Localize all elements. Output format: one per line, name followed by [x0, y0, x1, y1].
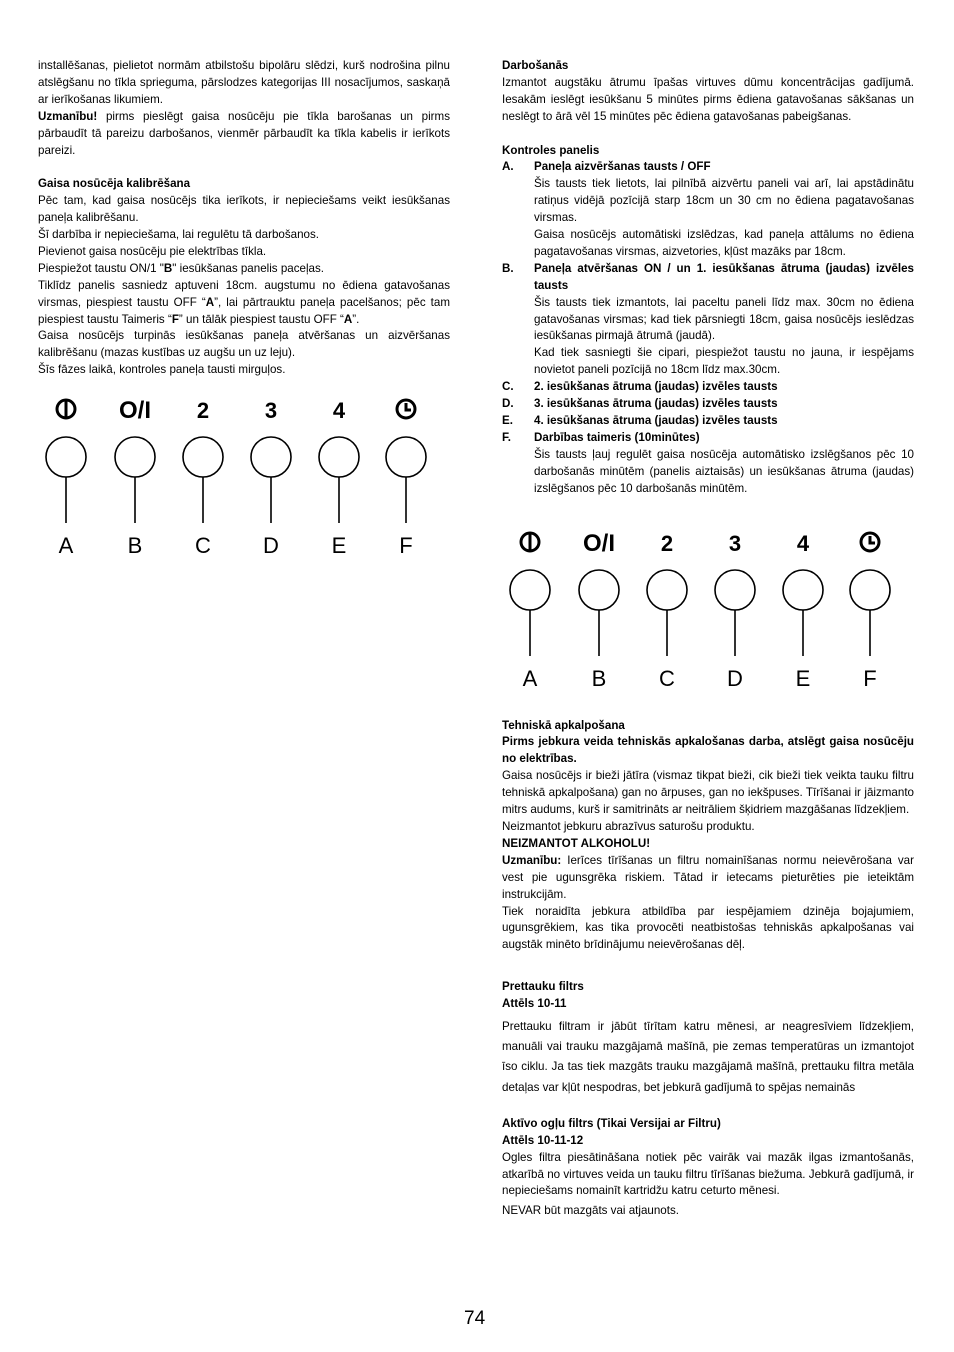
calibration-title: Gaisa nosūcēja kalibrēšana — [38, 177, 191, 191]
list-letter: B. — [502, 261, 514, 275]
list-item-d — [502, 396, 914, 413]
svg-text:O/I: O/I — [118, 397, 152, 425]
list-text: Šis tausts ļauj regulēt gaisa nosūcēja automātisko izslēgšanos pēc 10 darbošanās minūtēm (panelis aiztaisās) un iesūkšanas ātruma (jaudas) izslēgšanos pēc 10 darbošanās minūtēm. — [534, 447, 914, 495]
label-c: C — [659, 665, 675, 691]
speed-4-icon: 4 — [796, 530, 810, 556]
maintenance-warning — [502, 853, 914, 904]
speed-2-icon: 2 — [196, 398, 210, 424]
button-d — [715, 570, 755, 610]
key-ref: F — [171, 312, 179, 326]
warning-label: Uzmanību! — [38, 109, 98, 123]
calibration-text-6: Gaisa nosūcējs turpinās iesūkšanas paneļa atvēršanas un aizvēršanas kalibrēšanu (mazas kustības uz augšu un uz leju). — [38, 329, 450, 360]
button-e — [319, 437, 359, 477]
key-ref: A — [343, 312, 353, 326]
power-icon — [57, 400, 75, 418]
label-b: B — [127, 533, 143, 559]
list-letter: F. — [502, 430, 512, 444]
text-run: Piespiežot taustu ON/1 " — [38, 261, 164, 275]
label-f: F — [399, 533, 413, 559]
timer-icon — [397, 400, 415, 418]
list-letter: D. — [502, 397, 514, 411]
list-title: Paneļa atvēršanas ON / un 1. iesūkšanas ātruma (jaudas) izvēles tausts — [534, 261, 914, 292]
label-d: D — [727, 665, 743, 691]
warning-text: Ierīces tīrīšanas un filtru nomainīšanas normu neievērošana var vest pie ugunsgrēka riskiem. Tātad ir ietecams pieturēties pie ieteiktām instrukcijām. — [502, 853, 914, 901]
svg-text:O/I: O/I — [582, 529, 616, 557]
right-column — [502, 58, 914, 1220]
list-title: 3. iesūkšanas ātruma (jaudas) izvēles tausts — [534, 397, 778, 411]
text-run: ”, lai pārtrauktu paneļa pacelšanos; pēc tam piespiest taustu Taimeris “ — [38, 295, 450, 326]
button-b — [115, 437, 155, 477]
carbon-filter-title: Aktīvo ogļu filtrs (Tikai Versijai ar Filtru) — [502, 1116, 721, 1130]
list-item-f — [502, 430, 914, 498]
calibration-text-5 — [38, 278, 450, 329]
calibration-text-7: Šīs fāzes laikā, kontroles paneļa tausti mirguļos. — [38, 363, 286, 377]
calibration-text-4 — [38, 261, 450, 278]
speed-3-icon: 3 — [728, 530, 742, 556]
calibration-text-2: Šī darbība ir nepieciešama, lai regulētu tā darbošanos. — [38, 228, 319, 242]
button-d — [251, 437, 291, 477]
page-number: 74 — [464, 1308, 486, 1329]
list-text: Šis tausts tiek lietots, lai pilnībā aizvērtu paneli vai arī, lai apstādinātu ratiņus vidējā pozīcijā starp 18cm un 30 cm no ēdiena pagatavošanas virsmas. — [534, 177, 914, 225]
list-text: Kad tiek sasniegti šie cipari, piespiežot taustu no jauna, ir iespējams novietot paneli pozīcijā no 18cm līdz max.30cm. — [534, 346, 914, 377]
list-text: Šis tausts tiek izmantots, lai paceltu paneli līdz max. 30cm no ēdiena gatavošanas virsmas; kad tiek pārsniegti 18cm, gaisa nosūcējs ieslēdzas iesūkšanas pirmajā ātrumā (jaudā). — [534, 295, 914, 343]
list-title: 2. iesūkšanas ātruma (jaudas) izvēles tausts — [534, 380, 778, 394]
power-icon — [521, 533, 539, 551]
grease-filter-title: Prettauku filtrs — [502, 980, 584, 994]
label-e: E — [795, 665, 811, 691]
key-ref: A — [205, 295, 215, 309]
speed-4-icon: 4 — [332, 398, 346, 424]
on-off-icon — [119, 397, 151, 424]
grease-filter-figure: Attēls 10-11 — [502, 997, 567, 1011]
button-a — [46, 437, 86, 477]
list-item-e — [502, 413, 914, 430]
button-e — [783, 570, 823, 610]
warning-paragraph — [38, 109, 450, 160]
intro-paragraph: installēšanas, pielietot normām atbilstošu bipolāru slēdzi, kurš nodrošina pilnu atslēgšanu no tīkla sprieguma, pārslodzes kategorijas III nosacījumos, saskaņā ar ierīkošanas likumiem. — [38, 59, 450, 106]
calibration-text-3: Pievienot gaisa nosūcēju pie elektrības tīkla. — [38, 244, 267, 258]
label-f: F — [863, 665, 877, 691]
carbon-filter-text-2: NEVAR būt mazgāts vai atjaunots. — [502, 1204, 679, 1218]
button-b — [579, 570, 619, 610]
maintenance-text-1: Gaisa nosūcējs ir bieži jātīra (vismaz tikpat bieži, cik bieži tiek veikta tauku filtru tehniskā apkalpošana) gan no ārpuses, gan no iekšpuses. Tīrīšanai ir jāizmanto mitrs audums, kurš ir samitrināts ar neitrāliem šķidriem mazgāšanas līdzekļiem. — [502, 769, 914, 817]
warning-text: pirms pieslēgt gaisa nosūcēju pie tīkla barošanas un pirms pārbaudīt tā pareizu darbošanos, vienmēr pārbaudīt ka tīkla kabelis ir ierīkots pareizi. — [38, 109, 450, 157]
text-run: ”. — [352, 312, 360, 326]
button-c — [183, 437, 223, 477]
label-b: B — [591, 665, 607, 691]
label-c: C — [195, 533, 211, 559]
list-letter: E. — [502, 414, 513, 428]
timer-icon — [861, 533, 879, 551]
operation-text: Izmantot augstāku ātrumu īpašas virtuves dūmu koncentrācijas gadījumā. Iesakām ieslēgt iesūkšanu 5 minūtes pirms ēdiena gatavošanas sākšanas un neslēgt to ārā vēl 15 minūtes pēc ēdiena gatavošanas pabeigšanas. — [502, 75, 914, 123]
list-title: Paneļa aizvēršanas tausts / OFF — [534, 160, 711, 174]
control-panel-diagram — [38, 393, 450, 563]
no-alcohol-notice: NEIZMANTOT ALKOHOLU! — [502, 836, 651, 850]
speed-2-icon: 2 — [660, 530, 674, 556]
maintenance-text-4: Tiek noraidīta jebkura atbildība par iespējamiem dzinēja bojajumiem, ugunsgrēkiem, kas tika provocēti neatbistošas tehniskās apkalpošanas vai augstāk minēto brīdinājumu neievērošanas dēļ. — [502, 904, 914, 952]
control-panel-title: Kontroles panelis — [502, 143, 600, 157]
carbon-filter-text: Ogles filtra piesātināšana notiek pēc vairāk vai mazāk ilgas izmantošanās, atkarībā no virtuves veida un tauku filtru tīrīšanas biežuma. Jebkurā gadījumā, ir nepieciešams nomainīt kartridžu katru ceturto mēnesi. — [502, 1150, 914, 1198]
operation-title: Darbošanās — [502, 59, 569, 72]
maintenance-warning-bold: Pirms jebkura veida tehniskās apkalošanas darba, atslēgt gaisa nosūcēju no elektrības. — [502, 735, 914, 766]
button-f — [386, 437, 426, 477]
list-title: 4. iesūkšanas ātruma (jaudas) izvēles tausts — [534, 414, 778, 428]
list-title: Darbības taimeris (10minūtes) — [534, 430, 700, 444]
text-run: " iesūkšanas panelis paceļas. — [172, 261, 325, 275]
control-panel-diagram-2 — [502, 526, 914, 696]
button-f — [850, 570, 890, 610]
label-a: A — [58, 533, 74, 559]
left-column — [38, 58, 450, 563]
label-a: A — [522, 665, 538, 691]
button-a — [510, 570, 550, 610]
warning-label: Uzmanību: — [502, 853, 562, 867]
label-d: D — [263, 533, 279, 559]
list-letter: A. — [502, 160, 514, 174]
key-ref: B — [163, 261, 173, 275]
speed-3-icon: 3 — [264, 398, 278, 424]
button-c — [647, 570, 687, 610]
list-item-c — [502, 379, 914, 396]
label-e: E — [331, 533, 347, 559]
list-item-b — [502, 261, 914, 379]
maintenance-title: Tehniskā apkalpošana — [502, 718, 625, 732]
calibration-text-1: Pēc tam, kad gaisa nosūcējs tika ierīkots, ir nepieciešams veikt iesūkšanas paneļa kalibrēšanu. — [38, 194, 450, 225]
text-run: Tiklīdz panelis sasniedz aptuveni 18cm. augstumu no ēdiena gatavošanas virsmas, piespiest taustu OFF “ — [38, 278, 450, 309]
list-text: Gaisa nosūcējs automātiski izslēdzas, kad paneļa attālums no ēdiena pagatavošanas virsmas, aizvetories, kļūst mazāks par 18cm. — [534, 228, 914, 258]
list-letter: C. — [502, 380, 514, 394]
maintenance-text-2: Neizmantot jebkuru abrazīvus saturošu produktu. — [502, 819, 755, 833]
text-run: ” un tālāk piespiest taustu OFF “ — [178, 312, 344, 326]
grease-filter-text: Prettauku filtram ir jābūt tīrītam katru mēnesi, ar neagresīviem līdzekļiem, manuāli vai trauku mazgājamā mašīnā, pie zemas temperatūras un izmantojot īso ciklu. Ja tas tiek mazgāts trauku mazgājamā mašīnā, prettauku filtra metāla detaļas var kļūt nespodras, bet jebkurā gadījumā to spējas nemainās — [502, 1020, 914, 1094]
carbon-filter-figure: Attēls 10-11-12 — [502, 1133, 584, 1147]
on-off-icon — [583, 530, 615, 557]
list-item-a — [502, 159, 914, 260]
